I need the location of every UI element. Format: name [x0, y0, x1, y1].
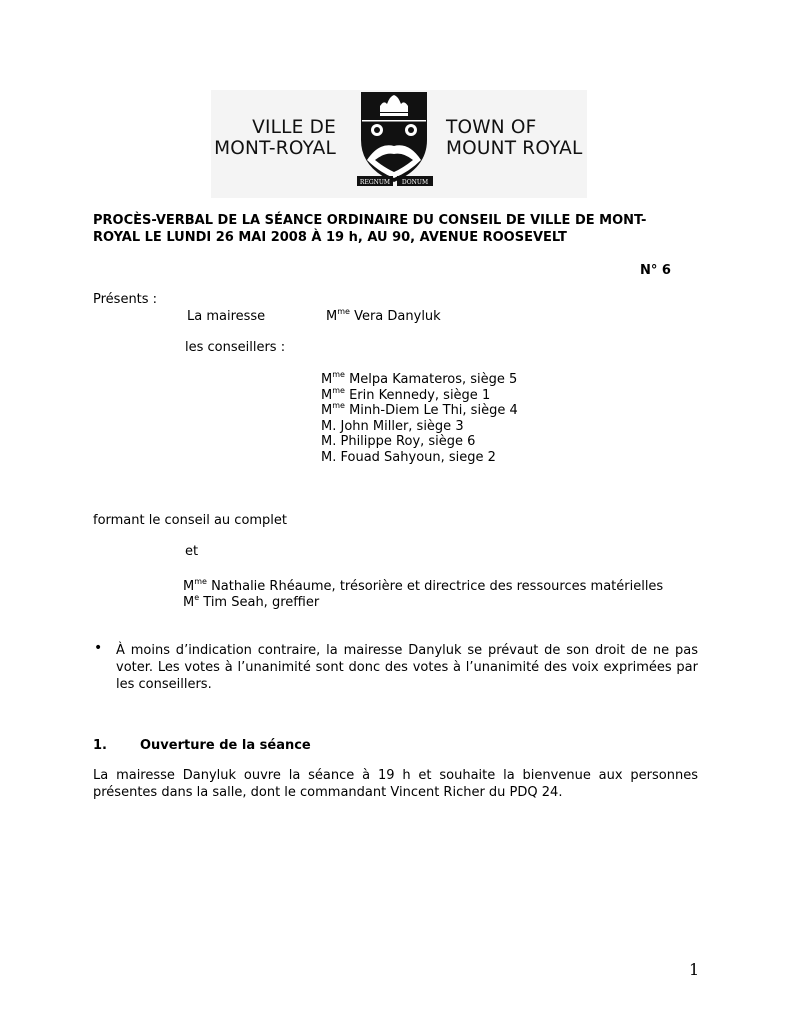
councillor-prefix-sup: me [332, 370, 345, 379]
document-title-line2: ROYAL LE LUNDI 26 MAI 2008 À 19 h, AU 90, AVENUE ROOSEVELT [93, 230, 567, 245]
councillor-entry [321, 419, 464, 434]
minute-number: N° 6 [640, 263, 671, 278]
quorum-text: formant le conseil au complet [93, 513, 288, 528]
section-body: La mairesse Danyluk ouvre la séance à 19 h et souhaite la bienvenue aux personnes présentes dans la salle, dont le commandant Vincent Richer du PDQ 24. [93, 768, 698, 800]
official-entry [183, 595, 319, 610]
councillor-name: Minh-Diem Le Thi, siège 4 [344, 403, 518, 418]
councillor-prefix: M. [321, 434, 337, 449]
councillor-entry [321, 403, 518, 418]
bullet-icon: • [94, 640, 103, 656]
official-prefix: M [183, 579, 195, 594]
town-logo [211, 90, 587, 198]
logo-right-line1: TOWN OF [446, 117, 537, 138]
councillor-entry [321, 450, 496, 465]
councillor-entry [321, 372, 517, 387]
councillor-name: Philippe Roy, siège 6 [336, 434, 476, 449]
official-entry [183, 579, 663, 594]
section-number: 1. [93, 738, 107, 753]
mayor-entry [326, 309, 441, 324]
councillor-prefix: M [321, 388, 333, 403]
section-heading: Ouverture de la séance [140, 738, 311, 753]
document-title-line1: PROCÈS-VERBAL DE LA SÉANCE ORDINAIRE DU CONSEIL DE VILLE DE MONT- [93, 213, 647, 228]
mayor-role: La mairesse [187, 309, 266, 324]
councillor-prefix-sup: me [332, 401, 345, 410]
councillor-entry [321, 388, 490, 403]
councillors-label: les conseillers : [185, 340, 286, 355]
official-prefix: M [183, 595, 195, 610]
logo-left-line2: MONT-ROYAL [214, 138, 336, 159]
motto-left: REGNUM [359, 179, 391, 186]
mayor-name: Vera Danyluk [354, 309, 441, 324]
mayor-prefix: M [326, 309, 338, 324]
councillor-prefix: M. [321, 419, 337, 434]
logo-right-line2: MOUNT ROYAL [446, 138, 583, 159]
official-prefix-sup: me [194, 577, 207, 586]
motto-right: DONUM [401, 179, 429, 186]
logo-french-name [211, 117, 336, 159]
councillor-name: John Miller, siège 3 [336, 419, 464, 434]
logo-left-line1: VILLE DE [252, 117, 336, 138]
councillor-name: Erin Kennedy, siège 1 [344, 388, 491, 403]
official-name: Tim Seah, greffier [199, 595, 320, 610]
councillor-name: Melpa Kamateros, siège 5 [344, 372, 518, 387]
presents-label: Présents : [93, 292, 158, 307]
mayor-prefix-sup: me [337, 307, 350, 316]
councillor-entry [321, 434, 475, 449]
logo-english-name [446, 117, 596, 159]
councillor-prefix: M. [321, 450, 337, 465]
and-text: et [185, 544, 199, 559]
page-number: 1 [689, 960, 700, 979]
coat-of-arms-icon [357, 90, 441, 194]
councillor-prefix: M [321, 372, 333, 387]
councillor-prefix-sup: me [332, 386, 345, 395]
bullet-note: À moins d’indication contraire, la mairesse Danyluk se prévaut de son droit de ne pas voter. Les votes à l’unanimité sont donc des votes à l’unanimité des voix exprimées par les conseillers. [116, 643, 698, 692]
official-name: Nathalie Rhéaume, trésorière et directrice des ressources matérielles [206, 579, 664, 594]
councillor-prefix: M [321, 403, 333, 418]
official-prefix-sup: e [194, 593, 200, 602]
councillor-name: Fouad Sahyoun, siege 2 [336, 450, 496, 465]
